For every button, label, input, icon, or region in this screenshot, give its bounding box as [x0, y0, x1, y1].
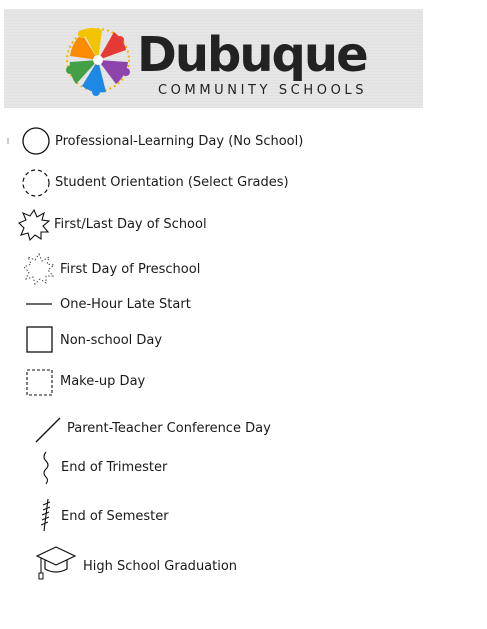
legend-label: Parent-Teacher Conference Day [67, 421, 271, 436]
solid-circle-icon [21, 126, 51, 156]
school-logo-icon [62, 22, 134, 97]
legend-label: Student Orientation (Select Grades) [55, 175, 289, 190]
legend-item-make-up-day [0, 366, 487, 406]
legend-label: First Day of Preschool [60, 262, 201, 277]
horizontal-line-icon [26, 302, 54, 306]
solid-square-icon [26, 326, 54, 354]
diagonal-slash-icon [34, 416, 62, 444]
legend-item-student-orientation [0, 164, 487, 204]
legend-label: Make-up Day [60, 374, 146, 389]
starburst-icon [17, 208, 51, 242]
legend-label: First/Last Day of School [54, 217, 207, 232]
legend-label: One-Hour Late Start [60, 297, 191, 312]
legend-item-graduation [0, 544, 487, 584]
legend-label: Non-school Day [60, 333, 163, 348]
margin-tick-icon [6, 138, 10, 144]
graduation-cap-icon [35, 545, 77, 583]
legend-item-end-of-semester [0, 497, 487, 537]
legend-label: High School Graduation [83, 559, 238, 574]
legend-item-first-day-preschool [0, 250, 487, 290]
dotted-starburst-icon [22, 252, 56, 286]
legend-label: Professional-Learning Day (No School) [55, 134, 304, 149]
hatched-line-icon [40, 498, 52, 532]
dashed-circle-icon [21, 168, 51, 198]
legend-item-professional-learning [0, 122, 487, 162]
header-banner [4, 9, 423, 108]
legend-item-non-school-day [0, 322, 487, 362]
legend-item-first-last-day [0, 205, 487, 245]
legend-label: End of Semester [61, 509, 169, 524]
brand-name: Dubuque [137, 27, 367, 83]
legend-item-end-of-trimester [0, 450, 487, 490]
legend-item-conference-day [0, 412, 487, 452]
legend-label: End of Trimester [61, 460, 168, 475]
brand-subtitle: COMMUNITY SCHOOLS [158, 83, 368, 98]
squiggle-line-icon [40, 451, 52, 485]
dashed-square-icon [26, 369, 54, 397]
